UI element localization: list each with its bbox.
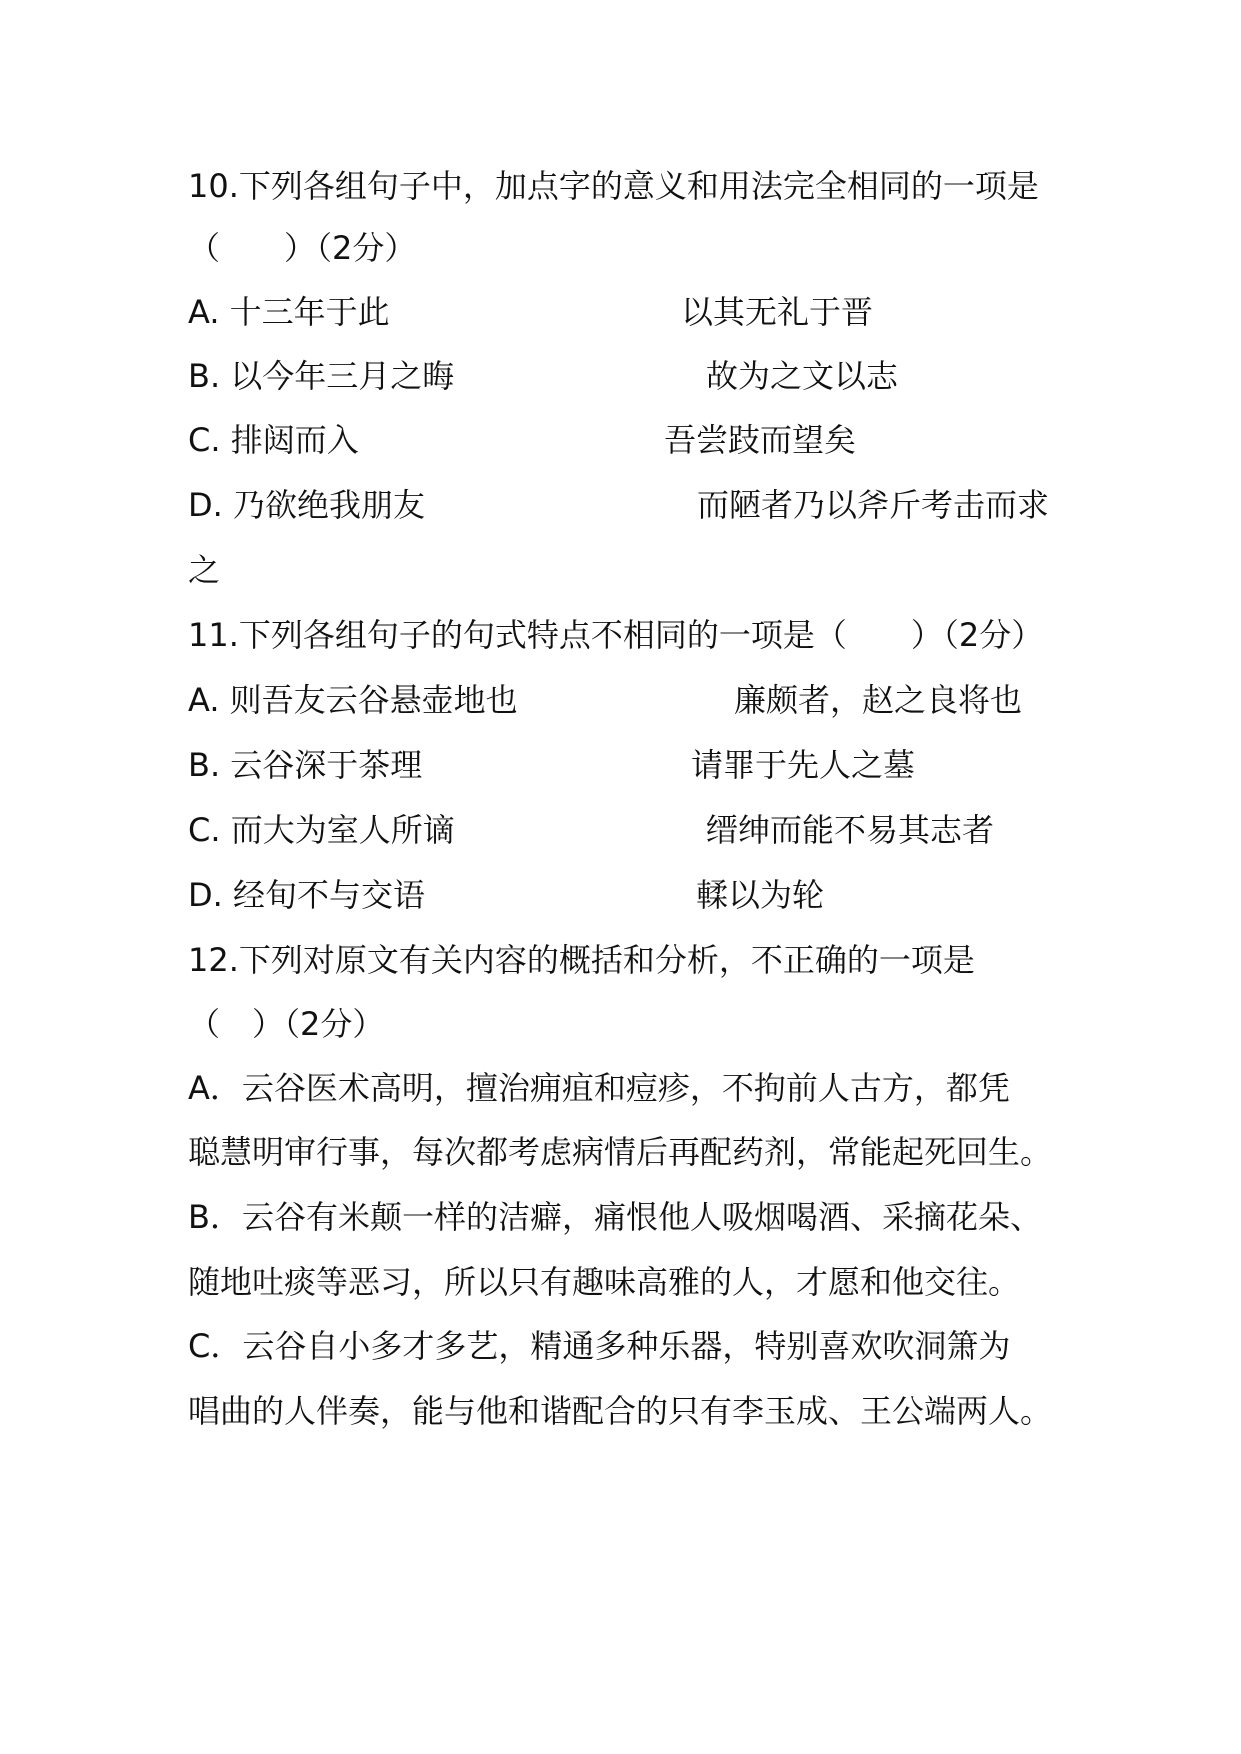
option-right-text: 吾尝跂而望矣: [664, 421, 857, 459]
option-right-text: 故为之文以志: [706, 357, 899, 395]
option-label: B.: [188, 746, 221, 784]
q11-stem: 11.下列各组句子的句式特点不相同的一项是（ ）（2分）: [188, 616, 1044, 654]
q10-option-c: [188, 420, 857, 460]
q11-option-a: [188, 680, 1023, 720]
option-right-text: 而陋者乃以斧斤考击而求: [697, 486, 1050, 524]
option-left-text: 排闼而入: [230, 421, 359, 459]
q12-option-b-line-2: 随地吐痰等恶习，所以只有趣味高雅的人，才愿和他交往。: [188, 1263, 1021, 1301]
q12-answer-blank: （ ）（2分）: [188, 1005, 385, 1043]
q12-option-a-line-2: 聪慧明审行事，每次都考虑病情后再配药剂，常能起死回生。: [188, 1133, 1053, 1171]
option-left-text: 十三年于此: [229, 293, 390, 331]
option-label: C.: [188, 421, 221, 459]
q10-option-d-continuation: 之: [188, 551, 221, 589]
option-label: C.: [188, 811, 221, 849]
option-left-text: 乃欲绝我朋友: [232, 486, 425, 524]
option-right-text: 以其无礼于晋: [681, 293, 874, 331]
option-label: B.: [188, 357, 221, 395]
option-label: D.: [188, 876, 223, 914]
option-left-text: 云谷深于茶理: [230, 746, 423, 784]
q12-option-c-line-2: 唱曲的人伴奏，能与他和谐配合的只有李玉成、王公端两人。: [188, 1392, 1053, 1430]
option-right-text: 请罪于先人之墓: [691, 746, 916, 784]
option-label: A.: [188, 293, 220, 331]
q10-option-d: [188, 485, 1050, 525]
option-right-text: 輮以为轮: [696, 876, 825, 914]
option-label: A.: [188, 681, 220, 719]
q11-option-d: [188, 875, 825, 915]
q12-option-c-line-1: C．云谷自小多才多艺，精通多种乐器，特别喜欢吹洞箫为: [188, 1327, 1011, 1365]
option-left-text: 则吾友云谷悬壶地也: [229, 681, 518, 719]
option-label: D.: [188, 486, 223, 524]
option-right-text: 廉颇者，赵之良将也: [734, 681, 1023, 719]
q12-stem: 12.下列对原文有关内容的概括和分析，不正确的一项是: [188, 941, 975, 979]
q11-option-c: [188, 810, 995, 850]
q10-stem: 10.下列各组句子中，加点字的意义和用法完全相同的一项是: [188, 167, 1039, 205]
q12-option-a-line-1: A．云谷医术高明，擅治痈疽和痘疹，不拘前人古方，都凭: [188, 1069, 1010, 1107]
option-left-text: 以今年三月之晦: [230, 357, 455, 395]
q11-option-b: [188, 745, 916, 785]
option-left-text: 经旬不与交语: [232, 876, 425, 914]
q10-answer-blank: （ ）（2分）: [188, 229, 417, 267]
q10-option-b: [188, 356, 899, 396]
option-right-text: 缙绅而能不易其志者: [706, 811, 995, 849]
q12-option-b-line-1: B．云谷有米颠一样的洁癖，痛恨他人吸烟喝酒、采摘花朵、: [188, 1198, 1042, 1236]
option-left-text: 而大为室人所谪: [230, 811, 455, 849]
q10-option-a: [188, 292, 874, 332]
